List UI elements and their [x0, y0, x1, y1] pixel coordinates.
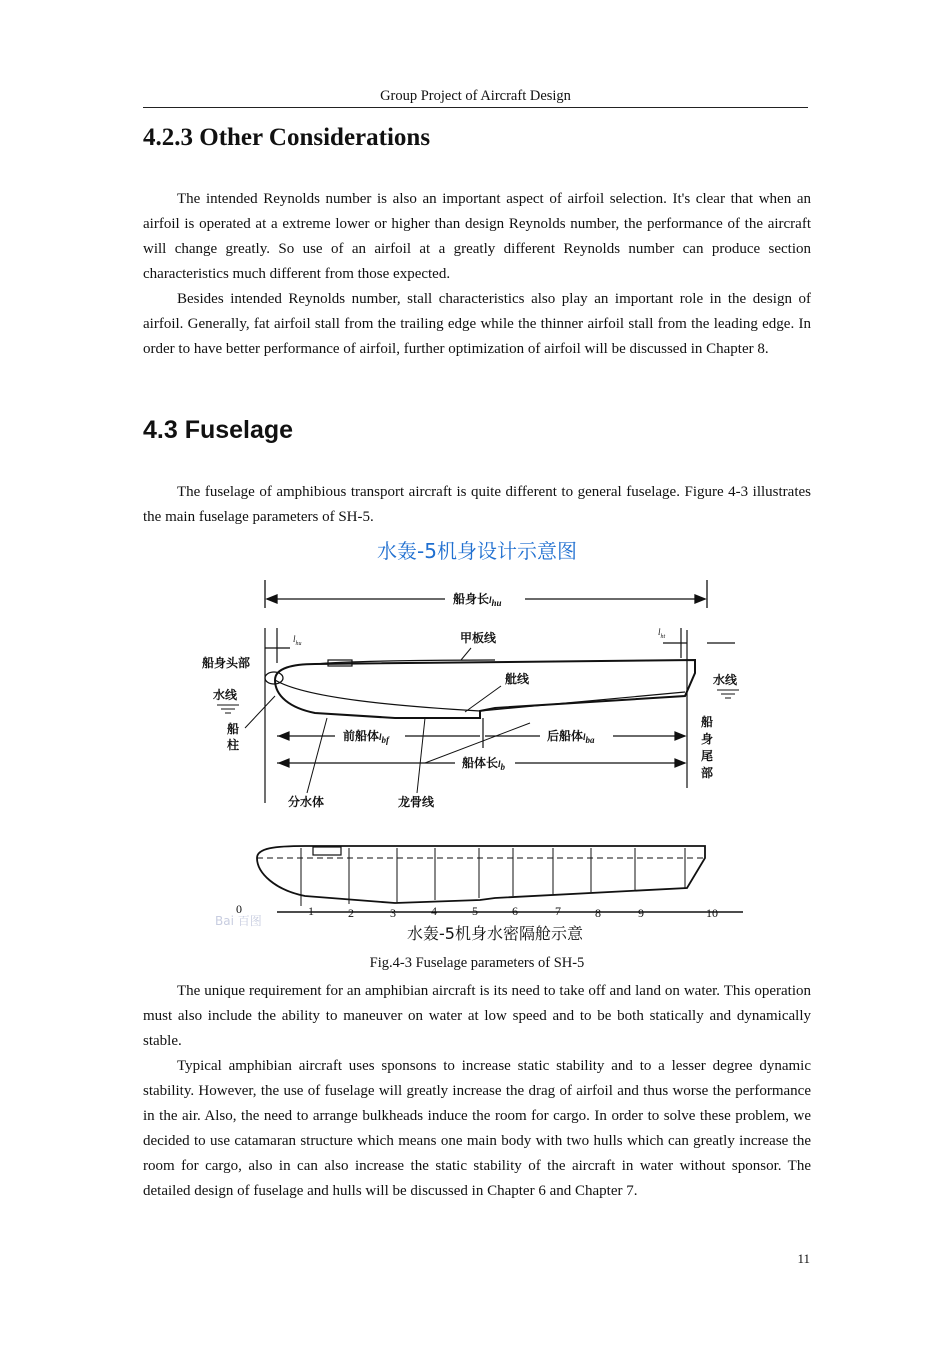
figure-title: 水轰-5机身设计示意图: [377, 539, 577, 563]
paragraph-fuselage-intro: The fuselage of amphibious transport aircraft is quite different to general fuselage. Figure 4-3 illustrates the main fuselage parameters of SH-5.: [143, 484, 811, 525]
label-hull-body-length: 船体长$l_b$: [462, 756, 506, 772]
page-number: 11: [797, 1251, 810, 1266]
section-heading-4-3: 4.3 Fuselage: [143, 416, 294, 444]
tick-9: 9: [638, 906, 644, 920]
bulkhead-tick-labels: [236, 902, 718, 920]
bulkhead-profile: [257, 846, 705, 903]
paragraph-reynolds: The intended Reynolds number is also an important aspect of airfoil selection. It's clear that when an airfoil is operated at a extreme lower or higher than design Reynolds number, the performance of the aircraft will change greatly. So use of an airfoil at a greatly different Reynolds number can produce section characteristics much different from those expected.: [143, 191, 811, 282]
stem-leader: [245, 696, 275, 728]
fuselage-diagram: [195, 568, 755, 950]
tick-7: 7: [555, 904, 561, 918]
label-stern-4: 部: [701, 766, 714, 780]
nose-tail-dimensions: [265, 628, 735, 803]
tick-10: 10: [706, 906, 718, 920]
paragraph-sponsons: Typical amphibian aircraft uses sponsons to increase static stability and to a lesser degree dynamic stability. However, the use of fuselage will greatly increase the drag of airfoil and thus worse the performance in the air. Also, the need to arrange bulkheads induce the room for cargo. In order to solve these problem, we decided to use catamaran structure which means one main body with two hulls which can greatly increase the room for cargo, also in can also increase the static stability of the aircraft in water without sponsor. The detailed design of fuselage and hulls will be discussed in Chapter 6 and Chapter 7.: [143, 1058, 811, 1199]
tick-4: 4: [431, 904, 437, 918]
label-stern-3: 尾: [701, 749, 714, 763]
label-stern-1: 船: [701, 715, 714, 729]
tick-6: 6: [512, 904, 518, 918]
label-waterline-left: 水线: [213, 688, 238, 702]
label-keel: 龙骨线: [398, 795, 435, 809]
tick-3: 3: [390, 906, 396, 920]
label-stern-2: 身: [701, 732, 714, 746]
label-lhu: $l_{hu}$: [293, 634, 302, 647]
label-stem-2: 柱: [227, 738, 240, 752]
tick-8: 8: [595, 906, 601, 920]
waterline-symbol-left: [217, 705, 239, 713]
running-head: Group Project of Aircraft Design: [143, 88, 808, 108]
tick-2: 2: [348, 906, 354, 920]
label-rear-body: 后船体$l_{ba}$: [547, 729, 595, 745]
deck-line-leader: [461, 648, 471, 660]
label-waterline-right: 水线: [713, 673, 738, 687]
paragraph-stall: Besides intended Reynolds number, stall characteristics also play an important role in the design of airfoil. Generally, fat airfoil stall from the trailing edge while the thinner airfoil stall from the leading edge. In order to have better performance of airfoil, further optimization of airfoil will be discussed in Chapter 8.: [143, 291, 811, 357]
label-splitter: 分水体: [288, 795, 325, 809]
keel-leader: [417, 718, 425, 793]
label-deck-line: 甲板线: [460, 631, 497, 645]
bulkhead-caption: 水轰-5机身水密隔舱示意: [407, 924, 583, 943]
tick-1: 1: [308, 904, 314, 918]
section-heading-4-2-3: 4.2.3 Other Considerations: [143, 124, 431, 151]
waterline-symbol-right: [717, 690, 739, 698]
paragraph-requirement: The unique requirement for an amphibian aircraft is its need to take off and land on water. This operation must also include the ability to maneuver on water at low speed and to be both statically and dynamically stable.: [143, 983, 811, 1049]
tick-0: 0: [236, 902, 242, 916]
label-stem-1: 船: [227, 722, 240, 736]
label-front-body: 前船体$l_{bf}$: [343, 729, 390, 745]
tick-5: 5: [472, 904, 478, 918]
figure-caption: Fig.4-3 Fuselage parameters of SH-5: [369, 955, 585, 971]
label-hull-head: 船身头部: [202, 656, 251, 670]
label-lht: $l_{ht}$: [658, 627, 666, 640]
label-hull-length: 船身长$l_{hu}$: [453, 592, 502, 608]
label-chine-line: 舭线: [505, 672, 530, 686]
watermark-logo: Bai 百图: [215, 914, 262, 928]
hull-profile: [265, 660, 695, 718]
splitter-leader: [307, 718, 327, 793]
